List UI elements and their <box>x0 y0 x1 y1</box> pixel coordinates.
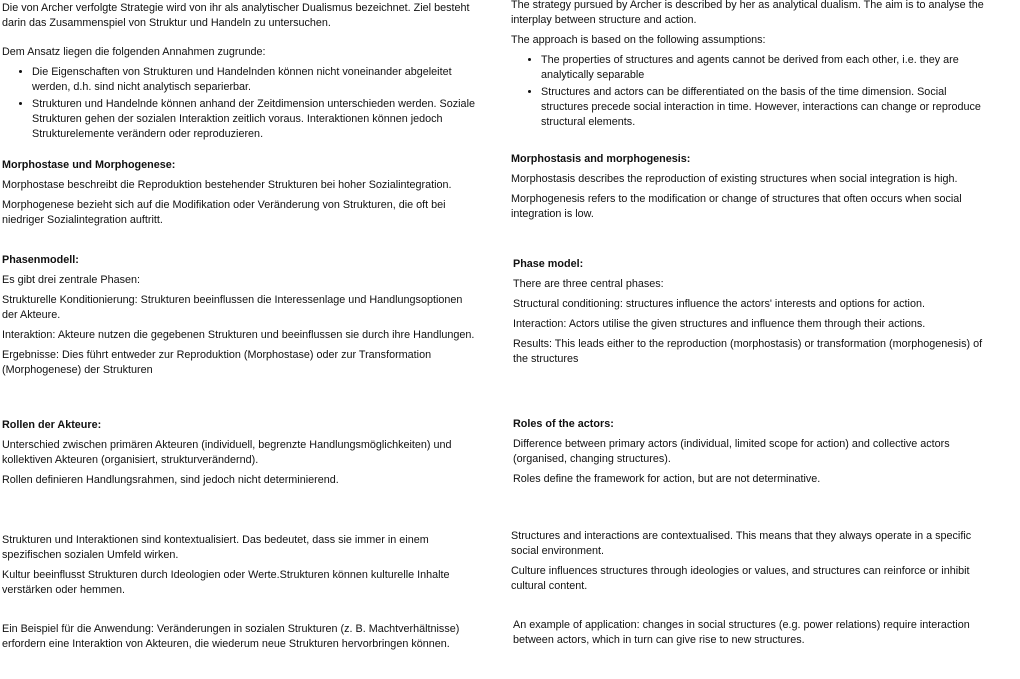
phase-interaction: Interaktion: Akteure nutzen die gegebenen Strukturen und beeinflussen sie durch ihre Handlungen. <box>2 329 475 341</box>
intro-paragraph: The strategy pursued by Archer is described by her as analytical dualism. The aim is to analyse the interplay between structure and action. <box>511 0 984 26</box>
example-paragraph: Ein Beispiel für die Anwendung: Veränderungen in sozialen Strukturen (z. B. Machtverhältnisse) erfordern eine Interaktion von Akteuren, die wiederum neue Strukturen hervorbringen können. <box>2 623 460 650</box>
section-heading: Rollen der Akteure: <box>2 419 102 431</box>
assumptions-lead: Dem Ansatz liegen die folgenden Annahmen zugrunde: <box>2 46 266 58</box>
assumption-item: • Strukturen und Handelnde können anhand der Zeitdimension unterschieden werden. Soziale Strukturen gehen der sozialen Interaktion zeitlich voraus. Interaktionen können jedoch Strukturelemente verändern oder reproduzieren. <box>32 97 477 142</box>
intro-section <box>2 1 477 144</box>
section-heading: Morphostasis and morphogenesis: <box>511 153 691 165</box>
roles-difference: Difference between primary actors (individual, limited scope for action) and collective actors (organised, changing structures). <box>513 438 950 465</box>
phase-results: Results: This leads either to the reproduction (morphostasis) or transformation (morphogenesis) of the structures <box>513 338 983 365</box>
assumptions-list <box>2 65 477 142</box>
phase-intro: There are three central phases: <box>513 278 664 290</box>
phase-conditioning: Strukturelle Konditionierung: Strukturen beeinflussen die Interessenlage und Handlungsoptionen der Akteure. <box>2 294 463 321</box>
phase-results: Ergebnisse: Dies führt entweder zur Reproduktion (Morphostase) oder zur Transformation (Morphogenese) der Strukturen <box>2 349 432 376</box>
roles-framework: Rollen definieren Handlungsrahmen, sind jedoch nicht determinierend. <box>2 474 339 486</box>
assumptions-list <box>511 53 986 130</box>
assumptions-lead: The approach is based on the following assumptions: <box>511 34 766 46</box>
culture-paragraph: Kultur beeinflusst Strukturen durch Ideologien oder Werte.Strukturen können kulturelle Inhalte verstärken oder hemmen. <box>2 569 450 596</box>
context-paragraph: Structures and interactions are contextualised. This means that they always operate in a specific social environment. <box>511 530 972 557</box>
roles-difference: Unterschied zwischen primären Akteuren (individuell, begrenzte Handlungsmöglichkeiten) und kollektiven Akteuren (organisiert, strukturverändernd). <box>2 439 452 466</box>
assumption-item: • Structures and actors can be differentiated on the basis of the time dimension. Social structures precede social interaction in time. However, interactions can change or reproduce structural elements. <box>541 85 986 130</box>
context-paragraph: Strukturen und Interaktionen sind kontextualisiert. Das bedeutet, dass sie immer in einem spezifischen sozialen Umfeld wirken. <box>2 534 429 561</box>
roles-section <box>2 418 477 493</box>
culture-paragraph: Culture influences structures through ideologies or values, and structures can reinforce or inhibit cultural content. <box>511 565 970 592</box>
morphogenesis-paragraph: Morphogenesis refers to the modification or change of structures that often occurs when social integration is low. <box>511 193 962 220</box>
example-section <box>2 622 477 657</box>
roles-section <box>513 417 988 492</box>
morpho-section <box>2 158 477 233</box>
section-heading: Roles of the actors: <box>513 418 614 430</box>
morpho-section <box>511 152 986 227</box>
intro-section <box>511 0 986 132</box>
phase-interaction: Interaction: Actors utilise the given structures and influence them through their actions. <box>513 318 926 330</box>
section-heading: Phasenmodell: <box>2 254 79 266</box>
intro-paragraph: Die von Archer verfolgte Strategie wird von ihr als analytischer Dualismus bezeichnet. Ziel besteht darin das Zusammenspiel von Struktur und Handeln zu untersuchen. <box>2 2 470 29</box>
phase-section <box>2 253 477 383</box>
phase-intro: Es gibt drei zentrale Phasen: <box>2 274 141 286</box>
context-section <box>511 529 986 599</box>
roles-framework: Roles define the framework for action, but are not determinative. <box>513 473 821 485</box>
morphostasis-paragraph: Morphostasis describes the reproduction of existing structures when social integration is high. <box>511 173 958 185</box>
section-heading: Morphostase und Morphogenese: <box>2 159 176 171</box>
assumption-item: • The properties of structures and agents cannot be derived from each other, i.e. they are analytically separable <box>541 53 986 83</box>
context-section <box>2 533 477 603</box>
phase-conditioning: Structural conditioning: structures influence the actors' interests and options for action. <box>513 298 925 310</box>
morphogenesis-paragraph: Morphogenese bezieht sich auf die Modifikation oder Veränderung von Strukturen, die oft bei niedriger Sozialintegration auftritt. <box>2 199 446 226</box>
example-paragraph: An example of application: changes in social structures (e.g. power relations) require interaction between actors, which in turn can give rise to new structures. <box>513 619 970 646</box>
assumption-item: • Die Eigenschaften von Strukturen und Handelnden können nicht voneinander abgeleitet werden, d.h. sind nicht analytisch separierbar. <box>32 65 477 95</box>
phase-section <box>513 257 988 372</box>
morphostasis-paragraph: Morphostase beschreibt die Reproduktion bestehender Strukturen bei hoher Sozialintegration. <box>2 179 452 191</box>
section-heading: Phase model: <box>513 258 584 270</box>
example-section <box>513 618 988 653</box>
